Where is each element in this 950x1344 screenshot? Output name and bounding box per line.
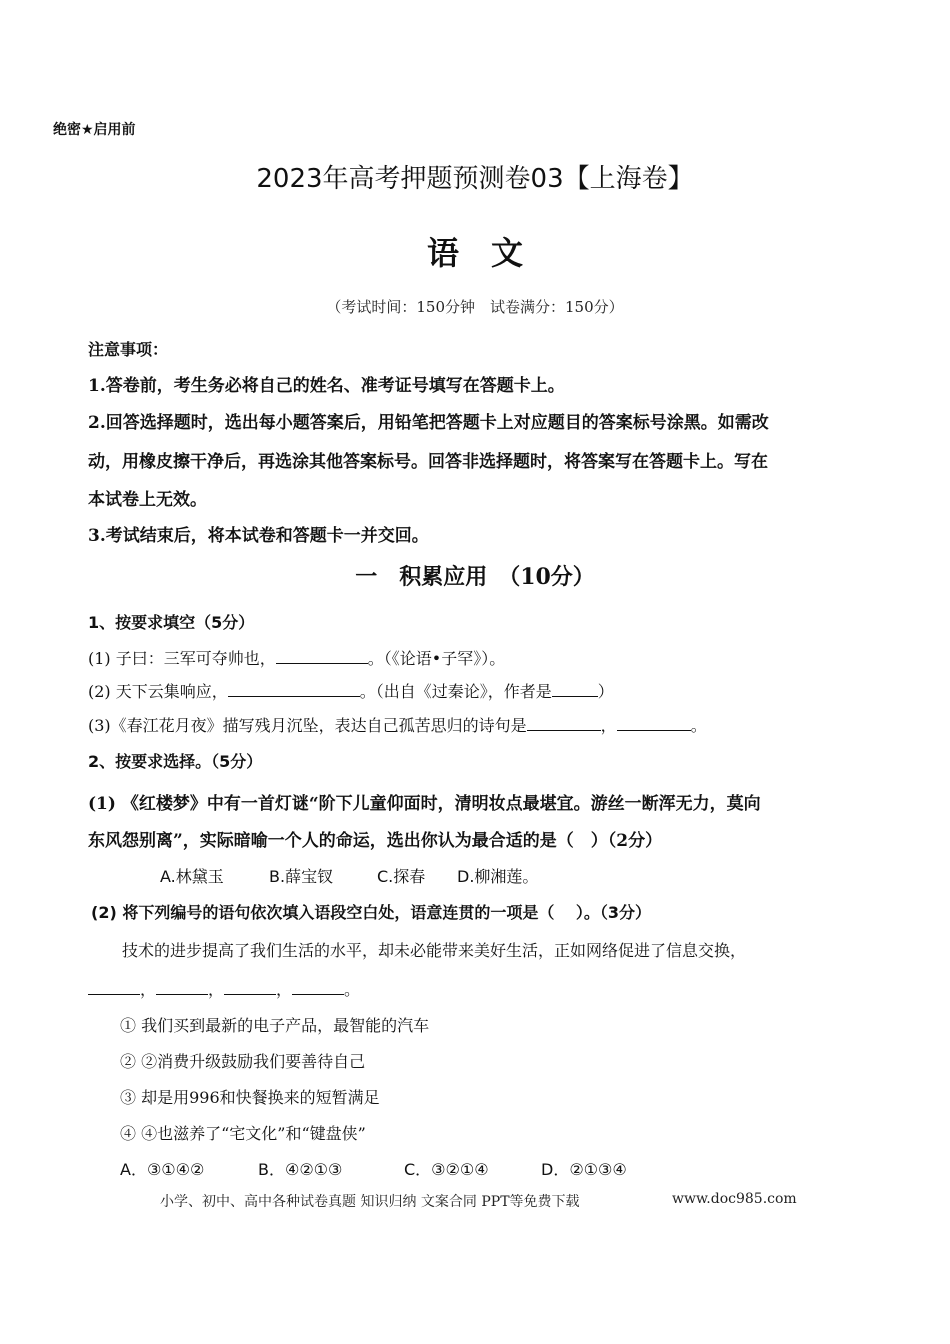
passage-sep: ， [276, 980, 293, 999]
fill-item-2 [88, 679, 614, 702]
option-b[interactable]: B．④②①③ [258, 1160, 343, 1179]
subject-title: 语 文 [426, 234, 523, 272]
option-c[interactable]: C.探春 [377, 867, 426, 886]
question-1-title: 1、按要求填空（5分） [88, 613, 255, 632]
footer-ad: 小学、初中、高中各种试卷真题 知识归纳 文案合同 PPT等免费下载 [160, 1194, 580, 1210]
fill-item-3 [88, 713, 707, 736]
notice-item-3: 3.考试结束后，将本试卷和答题卡一并交回。 [88, 526, 429, 546]
option-a[interactable]: A．③①④② [120, 1160, 205, 1179]
passage-end: 。 [344, 980, 361, 999]
subquestion-2-title: (2) 将下列编号的语句依次填入语段空白处，语意连贯的一项是（ ）。（3分） [91, 903, 652, 922]
sentence-2: ② ②消费升级鼓励我们要善待自己 [120, 1052, 366, 1071]
fill-item-3-sep: ， [600, 716, 617, 735]
passage-blank-2[interactable] [156, 980, 208, 995]
passage-sep: ， [208, 980, 225, 999]
exam-title: 2023年高考押题预测卷03【上海卷】 [256, 164, 694, 194]
answer-blank[interactable] [276, 649, 368, 664]
option-d[interactable]: D．②①③④ [541, 1160, 627, 1179]
subquestion-1-line-2: 东风怨别离”，实际暗喻一个人的命运，选出你认为最合适的是（ ）（2分） [88, 831, 663, 851]
notice-item-2-line-1: 2.回答选择题时，选出每小题答案后，用铅笔把答题卡上对应题目的答案标号涂黑。如需改 [88, 413, 769, 433]
passage-line-1: 技术的进步提高了我们生活的水平，却未必能带来美好生活，正如网络促进了信息交换， [122, 941, 747, 960]
passage-blanks [88, 977, 360, 1000]
answer-blank[interactable] [228, 682, 360, 697]
footer-url[interactable]: www.doc985.com [672, 1191, 797, 1207]
sentence-1: ① 我们买到最新的电子产品，最智能的汽车 [120, 1016, 430, 1035]
option-a[interactable]: A.林黛玉 [160, 867, 224, 886]
passage-blank-1[interactable] [88, 980, 140, 995]
notice-item-1: 1.答卷前，考生务必将自己的姓名、准考证号填写在答题卡上。 [88, 376, 565, 396]
passage-sep: ， [140, 980, 157, 999]
time-info: （考试时间：150分钟 试卷满分：150分） [326, 298, 624, 316]
sentence-3: ③ 却是用996和快餐换来的短暂满足 [120, 1088, 380, 1107]
classification-label: 绝密★启用前 [53, 122, 136, 138]
subquestion-1-line-1: (1) 《红楼梦》中有一首灯谜“阶下儿童仰面时，清明妆点最堪宜。游丝一断浑无力，莫向 [88, 794, 761, 814]
notice-item-2-line-3: 本试卷上无效。 [88, 490, 207, 510]
passage-blank-4[interactable] [292, 980, 344, 995]
fill-item-3-end: 。 [690, 716, 707, 735]
fill-item-1-source: 。（《论语•子罕》）。 [367, 649, 506, 668]
section-title: 一 积累应用 （10分） [355, 564, 595, 590]
subquestion-2-options [120, 1157, 627, 1180]
fill-item-1 [88, 646, 505, 669]
fill-item-2-close: ） [597, 682, 614, 701]
sentence-4: ④ ④也滋养了“宅文化”和“键盘侠” [120, 1124, 366, 1143]
fill-item-2-text: (2) 天下云集响应， [88, 682, 228, 701]
fill-item-2-source: 。（出自《过秦论》，作者是 [359, 682, 552, 701]
answer-blank[interactable] [527, 716, 601, 731]
fill-item-3-text: (3)《春江花月夜》描写残月沉坠，表达自己孤苦思归的诗句是 [88, 716, 527, 735]
passage-blank-3[interactable] [224, 980, 276, 995]
option-c[interactable]: C．③②①④ [404, 1160, 489, 1179]
subquestion-1-options [160, 864, 538, 887]
option-d[interactable]: D.柳湘莲。 [457, 867, 539, 886]
author-blank[interactable] [552, 682, 598, 697]
option-b[interactable]: B.薛宝钗 [269, 867, 334, 886]
fill-item-1-text: (1) 子曰：三军可夺帅也， [88, 649, 276, 668]
question-2-title: 2、按要求选择。（5分） [88, 752, 263, 771]
notice-item-2-line-2: 动，用橡皮擦干净后，再选涂其他答案标号。回答非选择题时，将答案写在答题卡上。写在 [88, 452, 768, 472]
notice-heading: 注意事项： [88, 340, 169, 359]
answer-blank[interactable] [617, 716, 691, 731]
